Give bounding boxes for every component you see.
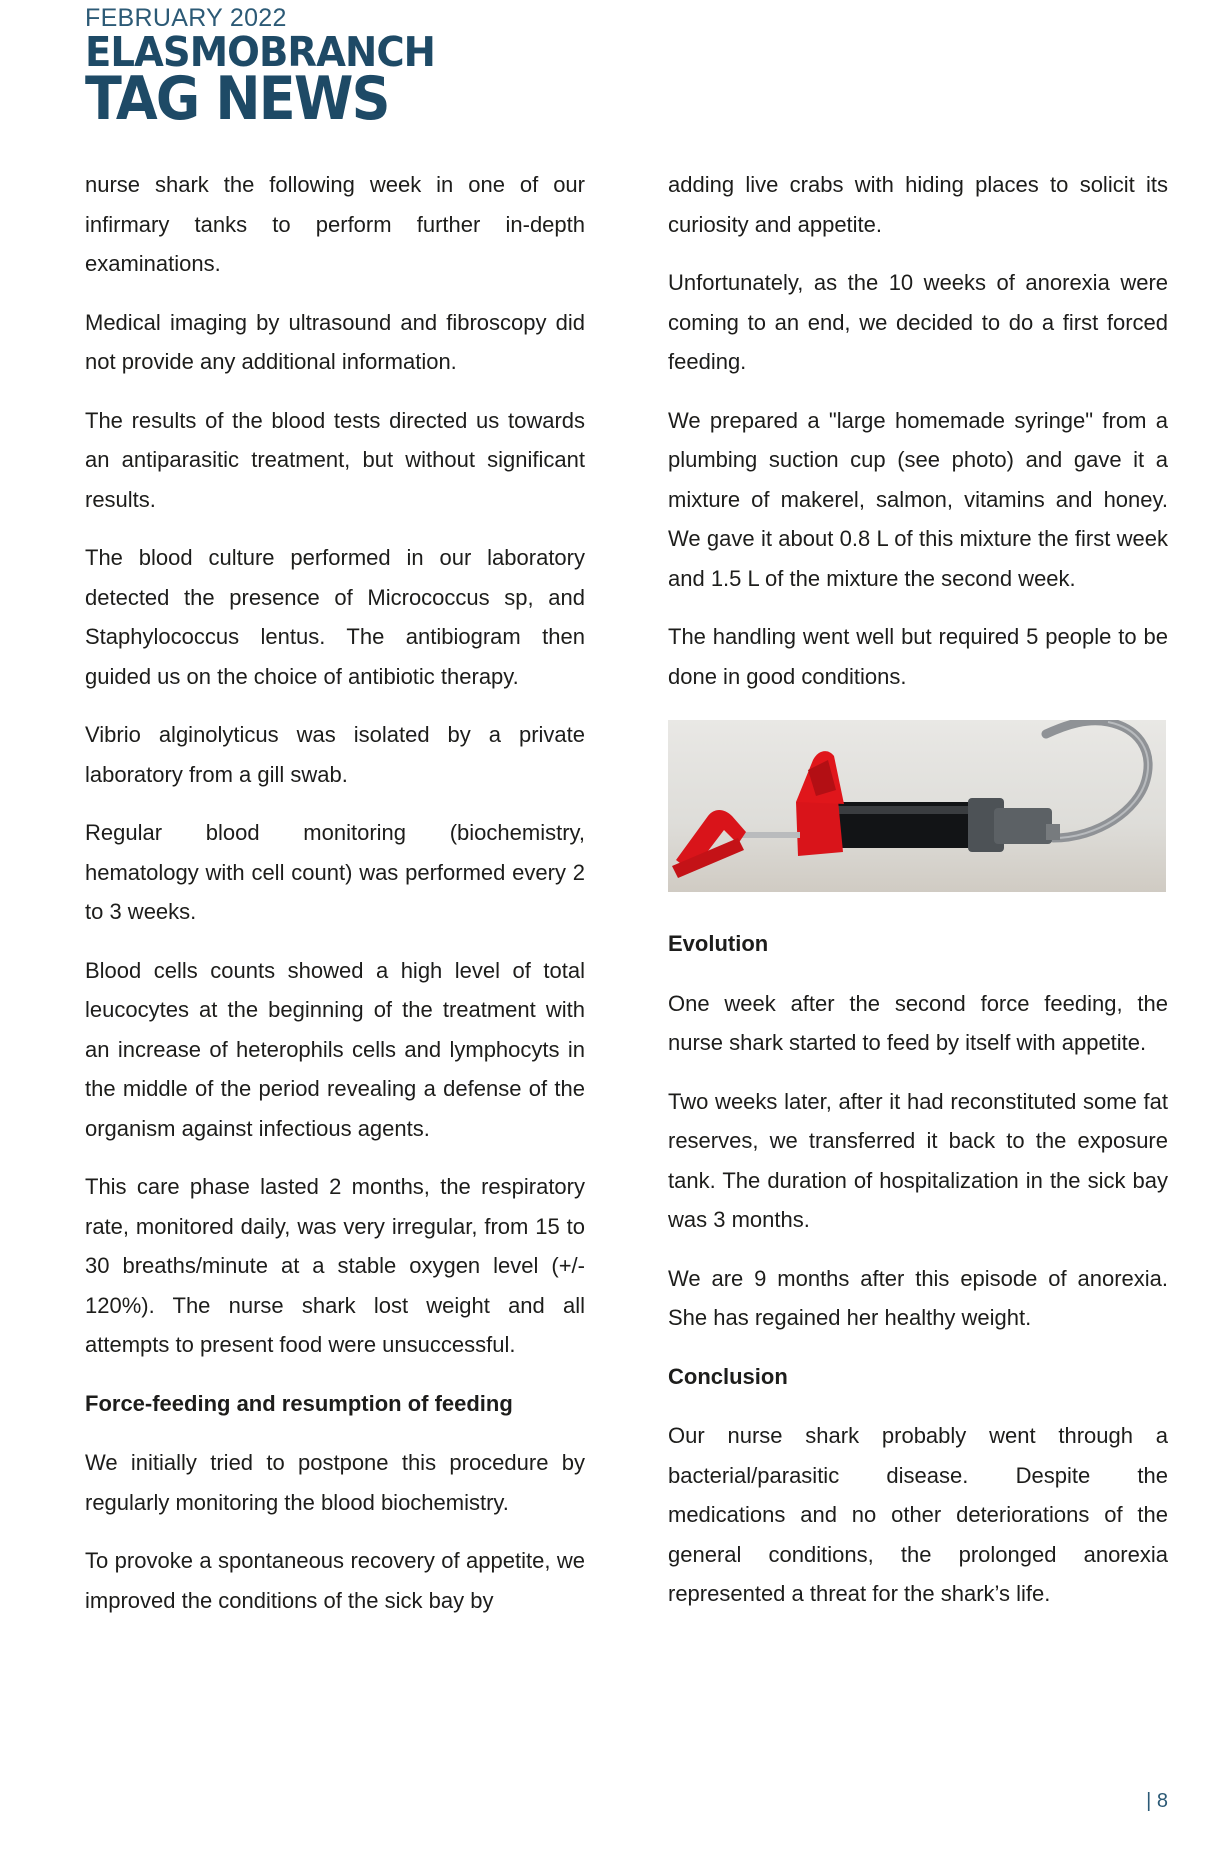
paragraph: The results of the blood tests directed us towards an antiparasitic treatment, but without significant results. <box>85 407 585 512</box>
paragraph: One week after the second force feeding, the nurse shark started to feed by itself with appetite. <box>668 990 1168 1055</box>
paragraph: The blood culture performed in our laboratory detected the presence of Micrococcus sp, and Staphylococcus lentus. The antibiogram then guided us on the choice of antibiotic therapy. <box>85 545 585 689</box>
paragraph: Blood cells counts showed a high level of total leucocytes at the beginning of the treatment with an increase of heterophils cells and lymphocyts in the middle of the period revealing a defense of the organism against infectious agents. <box>85 957 585 1141</box>
paragraph: Two weeks later, after it had reconstituted some fat reserves, we transferred it back to the exposure tank. The duration of hospitalization in the sick bay was 3 months. <box>668 1088 1168 1232</box>
syringe-photo <box>668 720 1166 892</box>
right-column <box>668 165 1168 1633</box>
masthead <box>85 4 457 134</box>
section-heading-conclusion: Conclusion <box>668 1363 788 1389</box>
left-column <box>85 165 585 1639</box>
section-heading-force-feeding: Force-feeding and resumption of feeding <box>85 1390 513 1416</box>
paragraph: Our nurse shark probably went through a bacterial/parasitic disease. Despite the medications and no other deteriorations of the general conditions, the prolonged anorexia represented a threat for the shark’s life. <box>668 1423 1168 1606</box>
paragraph: The handling went well but required 5 people to be done in good conditions. <box>668 624 1168 689</box>
issue-date: FEBRUARY 2022 <box>85 4 287 32</box>
page-number: | 8 <box>1146 1790 1168 1812</box>
paragraph: We prepared a "large homemade syringe" from a plumbing suction cup (see photo) and gave it a mixture of makerel, salmon, vitamins and honey. We gave it about 0.8 L of this mixture the first week and 1.5 L of the mixture the second week. <box>668 407 1168 591</box>
paragraph: Unfortunately, as the 10 weeks of anorexia were coming to an end, we decided to do a first forced feeding. <box>668 270 1168 374</box>
section-heading-evolution: Evolution <box>668 931 769 956</box>
paragraph: To provoke a spontaneous recovery of appetite, we improved the conditions of the sick bay by <box>85 1548 585 1613</box>
paragraph: We initially tried to postpone this procedure by regularly monitoring the blood biochemistry. <box>85 1450 585 1515</box>
paragraph: Regular blood monitoring (biochemistry, hematology with cell count) was performed every 2 to 3 weeks. <box>85 820 585 924</box>
paragraph: nurse shark the following week in one of our infirmary tanks to perform further in-depth examinations. <box>85 172 585 276</box>
syringe-illustration <box>668 720 1166 892</box>
newsletter-title-line2: TAG NEWS <box>85 64 389 134</box>
paragraph: Vibrio alginolyticus was isolated by a private laboratory from a gill swab. <box>85 722 585 787</box>
newsletter-title-line1: ELASMOBRANCH <box>85 28 435 76</box>
paragraph: This care phase lasted 2 months, the respiratory rate, monitored daily, was very irregular, from 15 to 30 breaths/minute at a stable oxygen level (+/- 120%). The nurse shark lost weight and all attempts to present food were unsuccessful. <box>85 1174 585 1357</box>
paragraph: adding live crabs with hiding places to solicit its curiosity and appetite. <box>668 172 1168 237</box>
paragraph: We are 9 months after this episode of anorexia. She has regained her healthy weight. <box>668 1265 1168 1330</box>
paragraph: Medical imaging by ultrasound and fibroscopy did not provide any additional information. <box>85 309 585 374</box>
